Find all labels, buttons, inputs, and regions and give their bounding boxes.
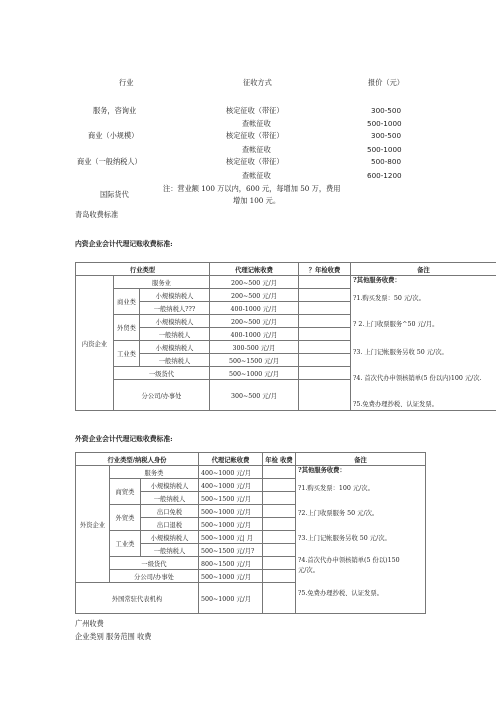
method-row-3: 核定征收（带征）: [226, 131, 284, 140]
domestic-trade-small-fee: 200~500 元/月: [210, 315, 299, 328]
foreign-commerce-label: 商贸类: [110, 479, 141, 505]
foreign-commerce-general-label: 一般纳税人: [141, 492, 199, 505]
industry-commerce-small: 商业（小规模）: [88, 131, 139, 140]
domestic-empty-cell: [299, 328, 351, 341]
foreign-trade-refund-fee: 500~1000 元/月: [199, 518, 263, 531]
foreign-branch-fee: 500~1000 元/月: [199, 570, 263, 583]
domestic-empty-cell: [299, 367, 351, 380]
method-row-6: 查帐征收: [242, 171, 271, 180]
guangzhou-columns: 企业类别 服务范围 收费: [75, 632, 152, 641]
domestic-freight-label: 一级货代: [114, 367, 210, 380]
foreign-header-notes: 备注: [296, 453, 426, 466]
domestic-header-annual: ？年检收费: [299, 263, 351, 276]
foreign-empty-cell: [263, 505, 296, 518]
price-row-5: 500-800: [371, 157, 402, 166]
domestic-trade-small-label: 小规模纳税人: [140, 315, 210, 328]
foreign-empty-cell: [263, 479, 296, 492]
foreign-note-3: ?3.上门记帐服务另收 50 元/次。: [298, 535, 391, 542]
foreign-empty-cell: [263, 531, 296, 544]
foreign-note-4: ?4.首次代办申领核销单(5 份以)150: [298, 557, 400, 564]
foreign-industry-small-label: 小规模纳税人: [141, 531, 199, 544]
foreign-branch-label: 分公司/办事处: [110, 570, 199, 583]
guangzhou-title: 广州收费: [75, 619, 104, 628]
foreign-industry-small-fee: 500~1000 元| 月: [199, 531, 263, 544]
foreign-note-title: ?其他服务收费：: [298, 467, 346, 474]
domestic-note-1: ?1.购买发票：50 元/次。: [353, 295, 425, 302]
domestic-fee-table: [75, 262, 496, 411]
foreign-commerce-general-fee: 500~1500 元/月: [199, 492, 263, 505]
domestic-freight-fee: 500~1000 元/月: [210, 367, 299, 380]
foreign-industry-general-label: 一般纳税人: [141, 544, 199, 557]
domestic-trade-label: 外贸类: [114, 315, 140, 341]
domestic-branch-label: 分公司/办事处: [114, 380, 210, 411]
domestic-service-annual: [299, 276, 351, 289]
foreign-header-annual: 年检 收费: [263, 453, 296, 466]
domestic-note-title: ?其他服务收费：: [353, 277, 401, 284]
price-row-6: 600-1200: [367, 171, 402, 180]
foreign-notes: [296, 466, 426, 614]
foreign-note-2: ?2.上门收票服务 50 元/次。: [298, 510, 379, 517]
foreign-trade-refund-label: 出口退税: [141, 518, 199, 531]
domestic-header-notes: 备注: [351, 263, 496, 276]
foreign-empty-cell: [263, 518, 296, 531]
foreign-trade-exempt-label: 出口免税: [141, 505, 199, 518]
price-row-1: 300-500: [371, 106, 402, 115]
domestic-empty-cell: [299, 315, 351, 328]
domestic-commerce-small-fee: 200~500 元/月: [210, 289, 299, 302]
domestic-note-4: ?4. 首次代办申领核销单(5 份以内)100 元/次.: [353, 375, 482, 382]
foreign-industry-label: 工业类: [110, 531, 141, 557]
foreign-note-1: ?1.购买发票：100 元/次。: [298, 485, 374, 492]
domestic-trade-general-fee: 400-1000 元/月: [210, 328, 299, 341]
domestic-header-fee: 代理记帐收费: [210, 263, 299, 276]
foreign-commerce-small-fee: 400~1000 元/月: [199, 479, 263, 492]
industry-intl-freight: 国际货代: [100, 190, 129, 199]
header-price: 报价（元）: [368, 78, 404, 87]
domestic-trade-general-label: 一般纳税人: [140, 328, 210, 341]
foreign-trade-exempt-fee: 500~1000 元/月: [199, 505, 263, 518]
header-industry: 行业: [119, 78, 134, 87]
foreign-rep-fee: 500~1000 元/月: [199, 583, 263, 614]
domestic-industry-label: 工业类: [114, 341, 140, 367]
domestic-commerce-general-fee: 400-1000 元/月: [210, 302, 299, 315]
intl-note-line-2: 增加 100 元。: [233, 196, 281, 205]
foreign-empty-cell: [263, 492, 296, 505]
price-row-3: 300-500: [371, 131, 402, 140]
foreign-industry-general-fee: 500~1500 元/月?: [199, 544, 263, 557]
domestic-note-3: ?3. 上门记帐服务另收 50 元/次。: [353, 349, 448, 356]
price-row-2: 500-1000: [367, 119, 402, 128]
qingdao-title: 青岛收费标准: [75, 210, 119, 219]
domestic-empty-cell: [299, 289, 351, 302]
method-row-2: 查帐征收: [242, 119, 271, 128]
foreign-note-5: ?5.免费办理抄税、认证发票。: [298, 590, 383, 597]
industry-service: 服务，咨询业: [93, 106, 137, 115]
domestic-industry-general-fee: 500~1500 元/月: [210, 354, 299, 367]
domestic-notes: [351, 276, 496, 411]
domestic-service-fee: 200~500 元/月: [210, 276, 299, 289]
foreign-header-fee: 代理记帐收费: [199, 453, 263, 466]
domestic-industry-small-fee: 300-500 元/月: [210, 341, 299, 354]
price-row-4: 500-1000: [367, 145, 402, 154]
foreign-empty-cell: [263, 557, 296, 570]
foreign-freight-fee: 800~1500 元/月: [199, 557, 263, 570]
header-method: 征收方式: [243, 78, 272, 87]
foreign-heading: 外资企业会计代理记账收费标准:: [75, 435, 173, 443]
domestic-empty-cell: [299, 302, 351, 315]
foreign-fee-table: [75, 452, 426, 614]
foreign-freight-label: 一级货代: [110, 557, 199, 570]
domestic-commerce-small-label: 小规模纳税人: [140, 289, 210, 302]
domestic-industry-small-label: 小规模纳税人: [140, 341, 210, 354]
method-row-1: 核定征收（带征）: [226, 106, 284, 115]
domestic-industry-general-label: 一般纳税人: [140, 354, 210, 367]
foreign-empty-cell: [263, 544, 296, 557]
domestic-commerce-label: 商业类: [114, 289, 140, 315]
domestic-note-2: ? 2.上门收票服务^50 元/月。: [353, 321, 439, 328]
domestic-empty-cell: [299, 354, 351, 367]
domestic-service-label: 服务业: [114, 276, 210, 289]
foreign-commerce-small-label: 小规模纳税人: [141, 479, 199, 492]
domestic-empty-cell: [299, 341, 351, 354]
foreign-rep-label: 外国常驻代表机构: [76, 583, 199, 614]
domestic-branch-fee: 300~500 元/月: [210, 380, 299, 411]
method-row-5: 核定征收（带征）: [226, 157, 284, 166]
foreign-service-label: 服务类: [110, 466, 199, 479]
foreign-note-4-cont: 元/次。: [298, 567, 320, 574]
foreign-header-type: 行业类型/纳税人身份: [76, 453, 199, 466]
foreign-group-label: 外资企业: [76, 466, 110, 583]
domestic-note-5: ?5.免费办理抄税、认证发票。: [353, 401, 438, 408]
domestic-empty-cell: [299, 380, 351, 411]
domestic-group-label: 内资企业: [76, 276, 114, 411]
domestic-header-type: 行业类型: [76, 263, 210, 276]
foreign-empty-cell: [263, 570, 296, 583]
foreign-trade-label: 外贸类: [110, 505, 141, 531]
intl-note-line-1: 注：营业额 100 万以内，600 元，每增加 50 万，费用: [163, 184, 341, 193]
method-row-4: 查帐征收: [242, 145, 271, 154]
industry-commerce-general: 商业（一般纳税人）: [77, 157, 142, 166]
foreign-empty-cell: [263, 466, 296, 479]
domestic-commerce-general-label: 一般纳税人???: [140, 302, 210, 315]
domestic-heading: 内资企业会计代理记账收费标准:: [75, 240, 173, 248]
foreign-service-fee: 400~1000 元/月: [199, 466, 263, 479]
foreign-empty-cell: [263, 583, 296, 614]
